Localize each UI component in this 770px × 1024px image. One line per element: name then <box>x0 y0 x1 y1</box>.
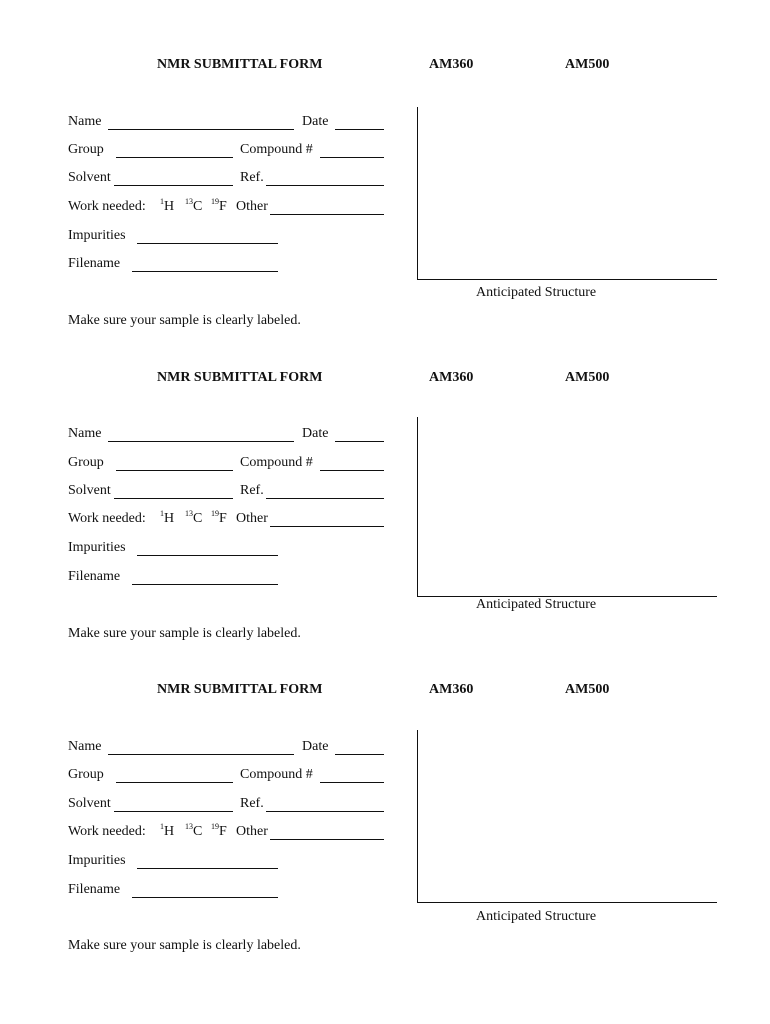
nmr-form-2 <box>0 313 770 641</box>
name-field[interactable] <box>108 441 294 442</box>
instrument-am500: AM500 <box>565 57 610 72</box>
solvent-label: Solvent <box>68 483 111 498</box>
date-label: Date <box>302 739 329 754</box>
instrument-am500: AM500 <box>565 370 610 385</box>
nucleus-1h-option[interactable] <box>160 824 174 840</box>
nucleus-13c-option[interactable] <box>185 199 202 215</box>
filename-field[interactable] <box>132 584 278 585</box>
solvent-field[interactable] <box>114 185 233 186</box>
date-label: Date <box>302 114 329 129</box>
filename-field[interactable] <box>132 271 278 272</box>
form-title: NMR SUBMITTAL FORM <box>157 370 323 385</box>
structure-caption: Anticipated Structure <box>476 909 597 924</box>
label-reminder: Make sure your sample is clearly labeled. <box>68 938 301 953</box>
nucleus-symbol: C <box>193 511 203 526</box>
group-label: Group <box>68 767 104 782</box>
instrument-am360: AM360 <box>429 682 474 697</box>
ref-label: Ref. <box>240 796 264 811</box>
nucleus-symbol: H <box>164 199 175 214</box>
impurities-field[interactable] <box>137 555 278 556</box>
nucleus-mass: 19 <box>211 509 219 518</box>
other-label: Other <box>236 511 268 526</box>
filename-label: Filename <box>68 256 121 271</box>
work-needed-label: Work needed: <box>68 511 146 526</box>
structure-box-bottom-border <box>417 902 717 903</box>
nucleus-symbol: C <box>193 824 203 839</box>
other-field[interactable] <box>270 526 384 527</box>
nucleus-mass: 13 <box>185 509 193 518</box>
nucleus-mass: 19 <box>211 197 219 206</box>
impurities-label: Impurities <box>68 540 126 555</box>
compound-field[interactable] <box>320 157 384 158</box>
solvent-field[interactable] <box>114 811 233 812</box>
solvent-label: Solvent <box>68 170 111 185</box>
nucleus-19f-option[interactable] <box>211 511 227 527</box>
filename-field[interactable] <box>132 897 278 898</box>
date-field[interactable] <box>335 754 384 755</box>
nucleus-19f-option[interactable] <box>211 824 227 840</box>
nucleus-mass: 13 <box>185 197 193 206</box>
nucleus-symbol: H <box>164 824 175 839</box>
compound-label: Compound # <box>240 455 313 470</box>
ref-label: Ref. <box>240 483 264 498</box>
nucleus-19f-option[interactable] <box>211 199 227 215</box>
nucleus-1h-option[interactable] <box>160 199 174 215</box>
nucleus-symbol: F <box>219 511 227 526</box>
compound-label: Compound # <box>240 142 313 157</box>
impurities-field[interactable] <box>137 868 278 869</box>
name-label: Name <box>68 426 102 441</box>
filename-label: Filename <box>68 882 121 897</box>
name-label: Name <box>68 739 102 754</box>
structure-box-left-border <box>417 107 418 280</box>
nucleus-symbol: F <box>219 824 227 839</box>
ref-field[interactable] <box>266 185 384 186</box>
nucleus-mass: 1 <box>160 509 164 518</box>
instrument-am360: AM360 <box>429 57 474 72</box>
nucleus-13c-option[interactable] <box>185 824 202 840</box>
name-field[interactable] <box>108 129 294 130</box>
nucleus-symbol: H <box>164 511 175 526</box>
impurities-label: Impurities <box>68 853 126 868</box>
group-label: Group <box>68 142 104 157</box>
instrument-am500: AM500 <box>565 682 610 697</box>
nucleus-mass: 1 <box>160 822 164 831</box>
compound-field[interactable] <box>320 782 384 783</box>
instrument-am360: AM360 <box>429 370 474 385</box>
nucleus-13c-option[interactable] <box>185 511 202 527</box>
group-label: Group <box>68 455 104 470</box>
structure-box-left-border <box>417 417 418 597</box>
nucleus-mass: 13 <box>185 822 193 831</box>
name-label: Name <box>68 114 102 129</box>
other-label: Other <box>236 199 268 214</box>
group-field[interactable] <box>116 470 233 471</box>
nmr-form-3 <box>0 625 770 953</box>
work-needed-label: Work needed: <box>68 199 146 214</box>
nucleus-mass: 19 <box>211 822 219 831</box>
form-title: NMR SUBMITTAL FORM <box>157 57 323 72</box>
filename-label: Filename <box>68 569 121 584</box>
group-field[interactable] <box>116 782 233 783</box>
structure-box-left-border <box>417 730 418 903</box>
other-field[interactable] <box>270 839 384 840</box>
date-label: Date <box>302 426 329 441</box>
nucleus-symbol: C <box>193 199 203 214</box>
solvent-field[interactable] <box>114 498 233 499</box>
other-label: Other <box>236 824 268 839</box>
compound-label: Compound # <box>240 767 313 782</box>
form-title: NMR SUBMITTAL FORM <box>157 682 323 697</box>
label-reminder: Make sure your sample is clearly labeled. <box>68 313 301 328</box>
solvent-label: Solvent <box>68 796 111 811</box>
compound-field[interactable] <box>320 470 384 471</box>
label-reminder: Make sure your sample is clearly labeled. <box>68 626 301 641</box>
impurities-field[interactable] <box>137 243 278 244</box>
name-field[interactable] <box>108 754 294 755</box>
nmr-form-1 <box>0 0 770 328</box>
structure-box-bottom-border <box>417 279 717 280</box>
ref-label: Ref. <box>240 170 264 185</box>
date-field[interactable] <box>335 129 384 130</box>
ref-field[interactable] <box>266 498 384 499</box>
impurities-label: Impurities <box>68 228 126 243</box>
structure-caption: Anticipated Structure <box>476 597 597 612</box>
other-field[interactable] <box>270 214 384 215</box>
group-field[interactable] <box>116 157 233 158</box>
nucleus-mass: 1 <box>160 197 164 206</box>
work-needed-label: Work needed: <box>68 824 146 839</box>
date-field[interactable] <box>335 441 384 442</box>
ref-field[interactable] <box>266 811 384 812</box>
nucleus-symbol: F <box>219 199 227 214</box>
structure-caption: Anticipated Structure <box>476 285 597 300</box>
nucleus-1h-option[interactable] <box>160 511 174 527</box>
